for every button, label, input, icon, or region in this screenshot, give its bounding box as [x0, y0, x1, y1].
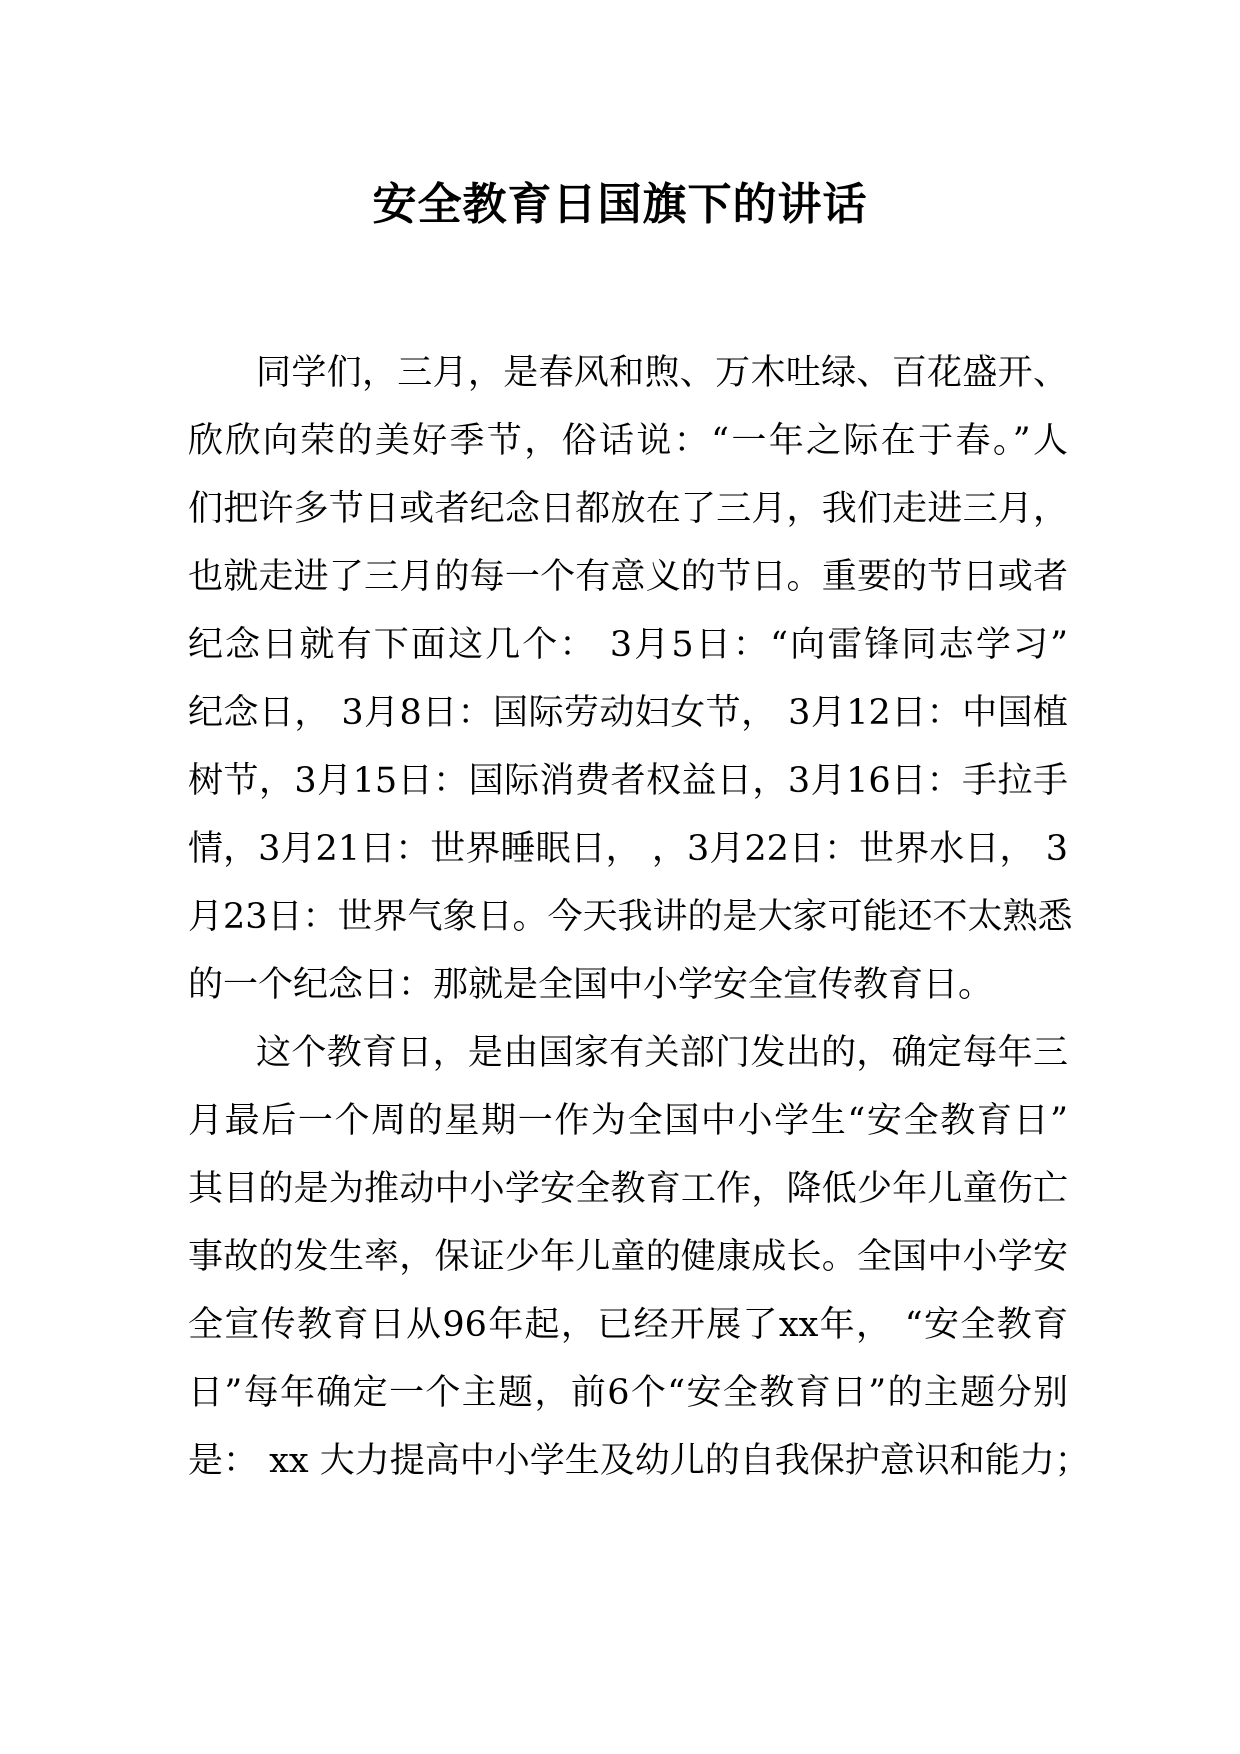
- paragraph-2-line-7: 是： xx 大力提高中小学生及幼儿的自我保护意识和能力；: [188, 1441, 1090, 1481]
- paragraph-1-line-3: 们把许多节日或者纪念日都放在了三月，我们走进三月，: [188, 489, 1068, 529]
- paragraph-1-line-4: 也就走进了三月的每一个有意义的节日。重要的节日或者: [188, 557, 1068, 597]
- paragraph-1-line-7: 树节，3月15日：国际消费者权益日，3月16日：手拉手: [188, 761, 1068, 801]
- paragraph-2-line-3: 其目的是为推动中小学安全教育工作，降低少年儿童伤亡: [188, 1169, 1068, 1209]
- paragraph-1-line-1: 同学们，三月，是春风和煦、万木吐绿、百花盛开、: [256, 353, 1068, 393]
- paragraph-1-line-9: 月23日：世界气象日。今天我讲的是大家可能还不太熟悉: [188, 897, 1073, 937]
- paragraph-1-line-2: 欣欣向荣的美好季节，俗话说：“一年之际在于春。”人: [188, 421, 1068, 461]
- paragraph-2-line-2: 月最后一个周的星期一作为全国中小学生“安全教育日”: [188, 1101, 1068, 1141]
- paragraph-1-line-5: 纪念日就有下面这几个： 3月5日：“向雷锋同志学习”: [188, 625, 1068, 665]
- paragraph-2-line-1: 这个教育日，是由国家有关部门发出的，确定每年三: [256, 1033, 1068, 1073]
- paragraph-2-line-4: 事故的发生率，保证少年儿童的健康成长。全国中小学安: [188, 1237, 1068, 1277]
- paragraph-2-line-6: 日”每年确定一个主题，前6个“安全教育日”的主题分别: [188, 1373, 1068, 1413]
- paragraph-1-line-6: 纪念日， 3月8日：国际劳动妇女节， 3月12日：中国植: [188, 693, 1068, 733]
- paragraph-1-line-8: 情，3月21日：世界睡眠日， ，3月22日：世界水日， 3: [188, 829, 1068, 869]
- paragraph-1-line-10: 的一个纪念日：那就是全国中小学安全宣传教育日。: [188, 965, 994, 1005]
- document-title: 安全教育日国旗下的讲话: [372, 179, 868, 230]
- paragraph-2-line-5: 全宣传教育日从96年起，已经开展了xx年， “安全教育: [188, 1305, 1068, 1345]
